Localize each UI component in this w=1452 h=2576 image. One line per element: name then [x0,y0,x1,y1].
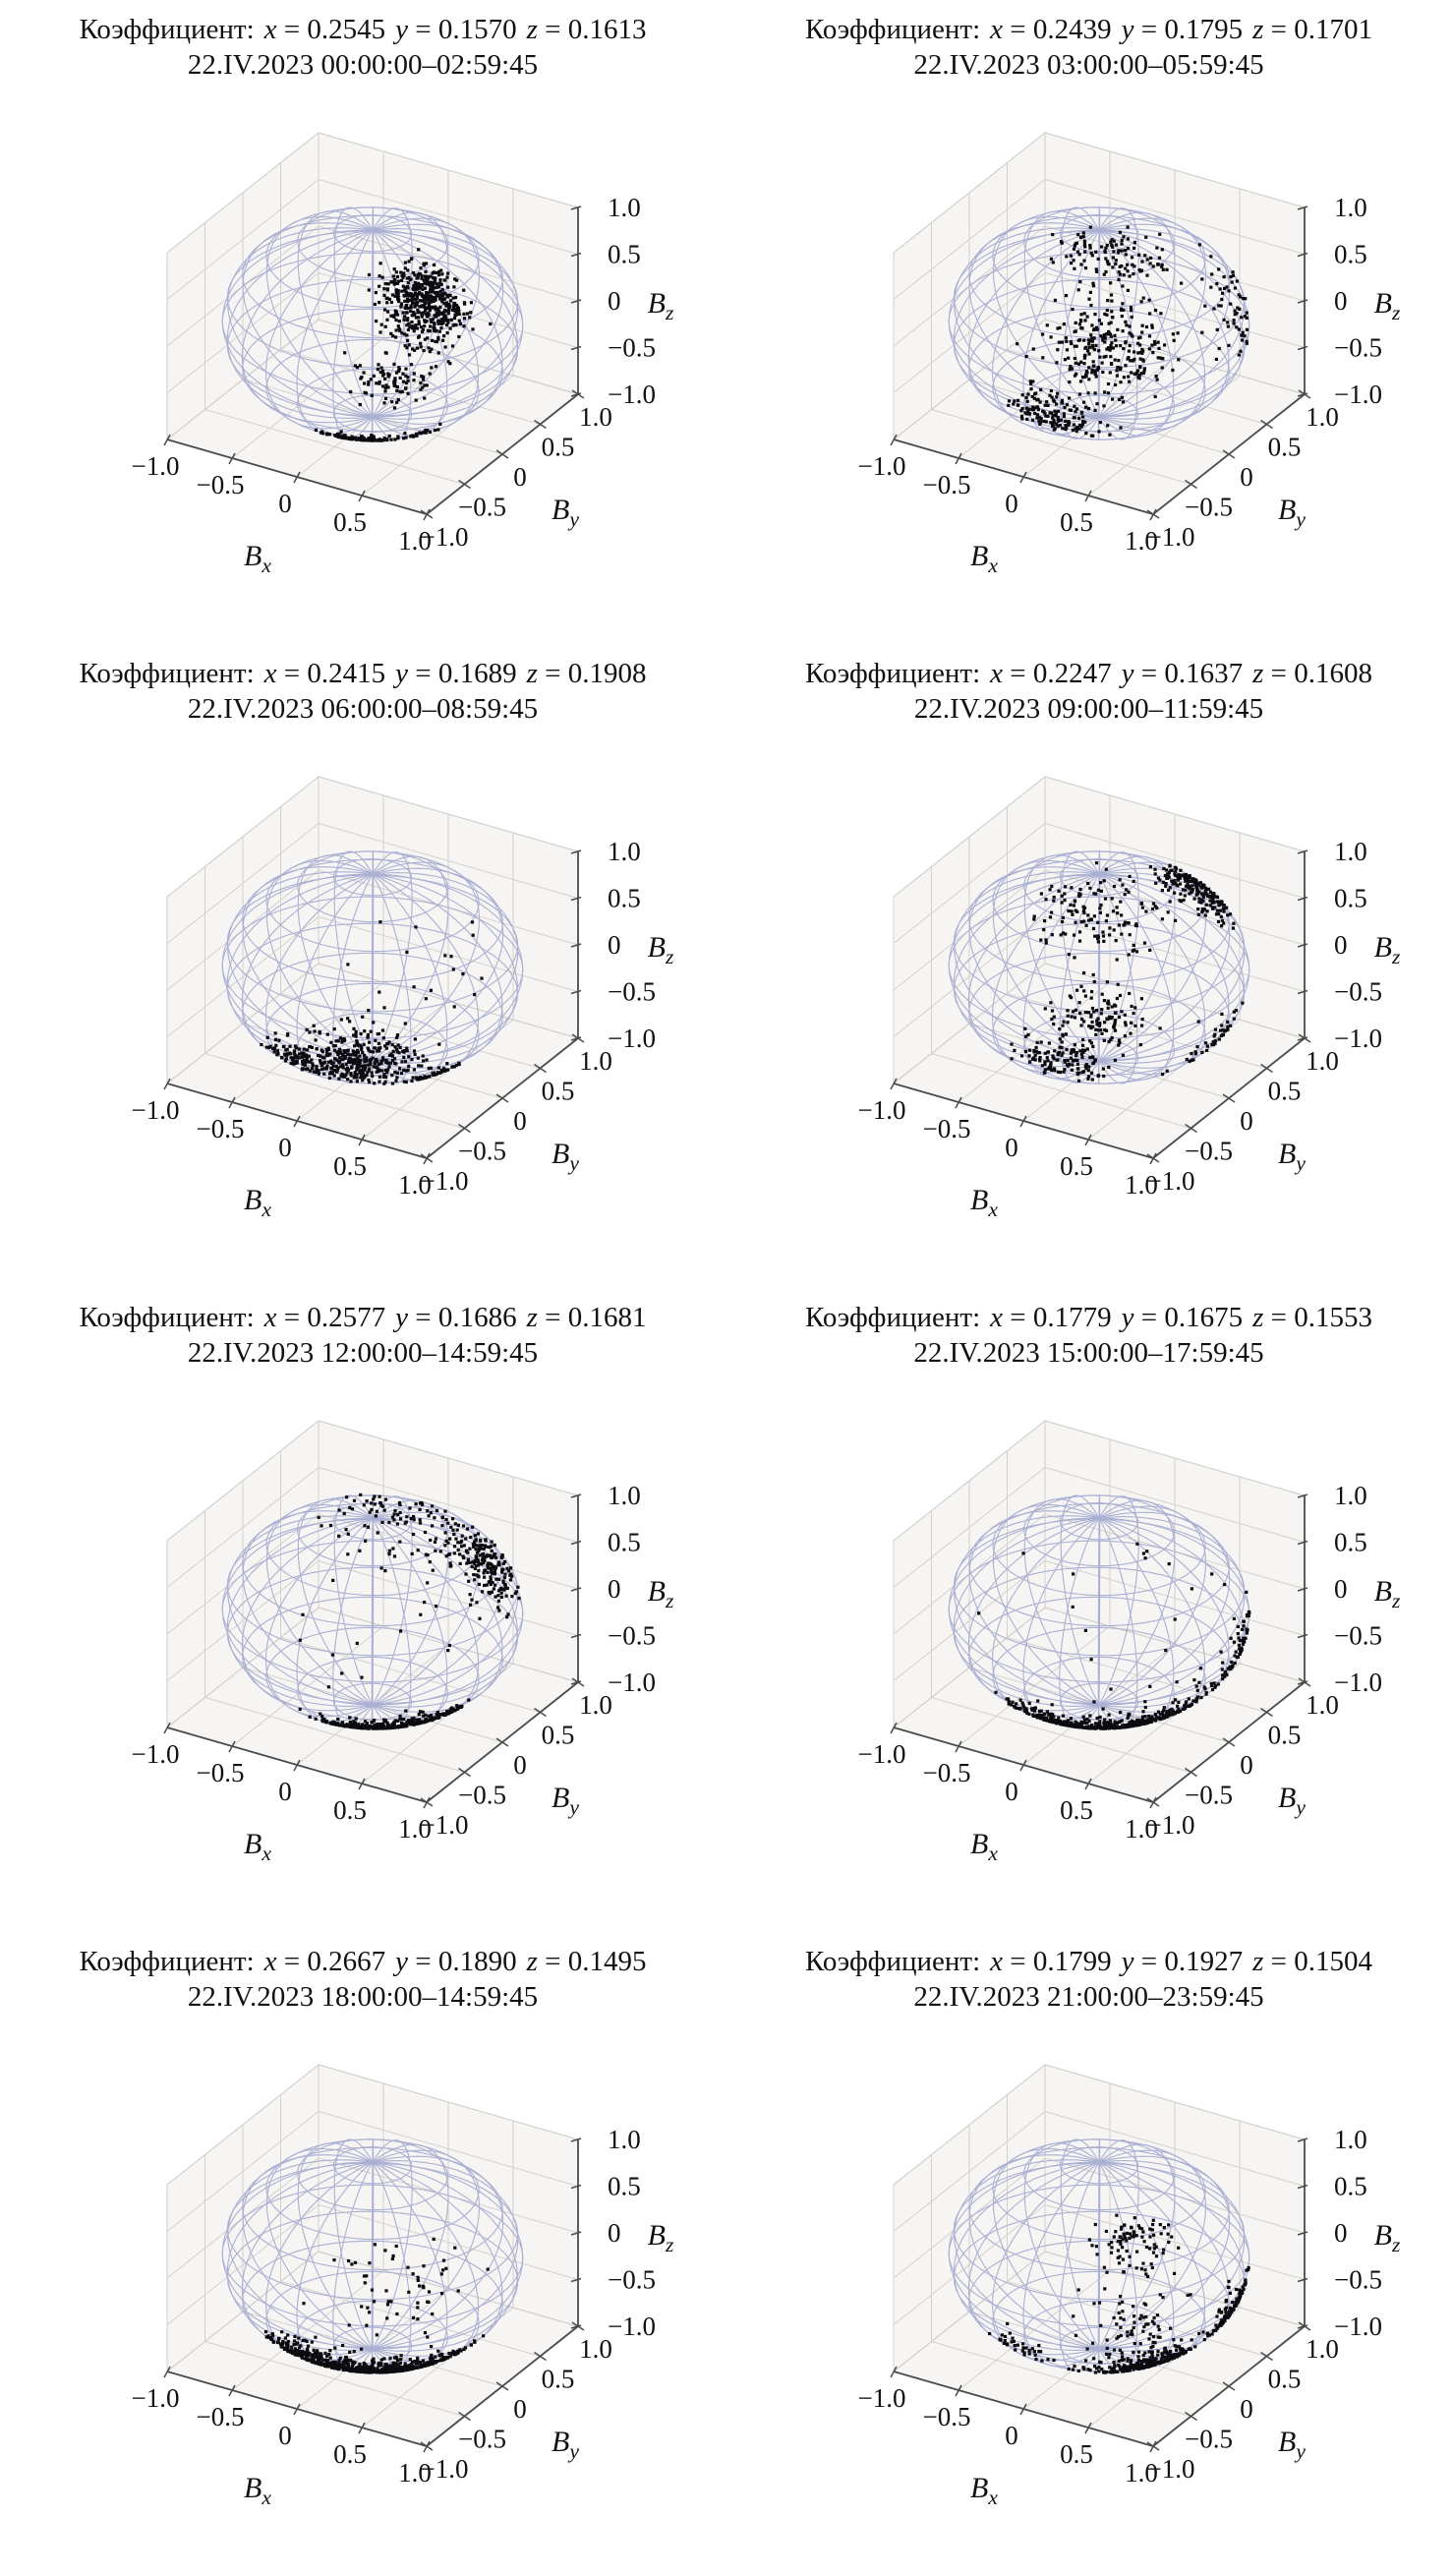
equals-sign: = [1133,1302,1165,1333]
y-tick-label: −0.5 [458,1136,506,1166]
subplot-subtitle: 22.IV.2023 09:00:00–11:59:45 [913,693,1264,726]
coeff-var: z [526,1946,538,1977]
subplot-subtitle: 22.IV.2023 21:00:00–23:59:45 [913,1981,1264,2014]
equals-sign: = [407,1302,438,1333]
x-tick-label: 0 [1004,1133,1018,1163]
coeff-label: Коэффициент: [79,1946,255,1977]
z-tick-label: 0 [1333,286,1347,317]
y-tick-label: 0.5 [1267,2364,1301,2394]
x-tick-label: 0.5 [1059,1795,1093,1826]
scatter3d-plot [19,1374,707,1887]
y-axis-label: $B_y$ [552,1782,579,1820]
y-tick-label: 1.0 [1305,1046,1339,1077]
subplot-title [726,657,1452,690]
y-axis-label: $B_y$ [1277,1782,1306,1820]
z-tick-label: −1.0 [1333,2312,1382,2342]
coeff-var: x [263,14,277,45]
z-tick-label: 0.5 [608,1527,641,1557]
y-axis-label: $B_y$ [1277,494,1306,532]
z-tick-label: 0.5 [1333,2171,1367,2201]
z-tick-label: −1.0 [1333,380,1382,410]
subplot [0,1932,726,2576]
coeff-var: y [1121,1302,1134,1333]
z-tick-label: 0.5 [608,883,641,913]
x-tick-label: 0 [1004,489,1018,519]
z-tick-label: −1.0 [608,380,656,410]
y-tick-label: 0.5 [1267,432,1301,462]
z-axis-label: $B_z$ [647,2219,674,2257]
subplot-caption [0,1301,726,1370]
coeff-label: Коэффициент: [805,1302,981,1333]
z-tick-label: −0.5 [608,976,656,1007]
z-tick-label: 0.5 [608,239,641,269]
z-tick-label: 1.0 [608,2125,641,2155]
z-axis-label: $B_z$ [1373,2219,1400,2257]
y-tick-label: −1.0 [420,1166,469,1197]
subplot-subtitle: 22.IV.2023 12:00:00–14:59:45 [187,1337,539,1370]
coeff-label: Коэффициент: [805,14,981,45]
x-tick-label: 1.0 [398,526,432,556]
subplot-subtitle: 22.IV.2023 03:00:00–05:59:45 [913,49,1264,82]
x-tick-label: −0.5 [196,2402,245,2432]
coeff-var: z [526,658,538,689]
x-axis-label: $B_x$ [969,540,998,578]
subplot-title [0,1945,726,1978]
subplot-caption [726,1945,1452,2014]
equals-sign: = [537,658,568,689]
z-tick-label: −0.5 [1333,2264,1382,2295]
z-tick-label: −0.5 [1333,1620,1382,1651]
x-tick-label: 1.0 [398,2458,432,2488]
equals-sign: = [1263,1302,1295,1333]
equals-sign: = [276,658,308,689]
coeff-value: 0.1927 [1164,1946,1244,1977]
y-tick-label: 1.0 [579,2334,612,2365]
x-axis-label: $B_x$ [244,2472,271,2510]
subplot [726,1932,1452,2576]
scatter3d-plot [19,2018,707,2531]
coeff-value: 0.1799 [1032,1946,1112,1977]
z-tick-label: −1.0 [608,2312,656,2342]
coeff-var: z [1252,14,1264,45]
subplot [726,644,1452,1288]
subplot [726,1288,1452,1932]
coeff-value: 0.1570 [437,14,517,45]
z-tick-label: 0 [1333,2218,1347,2249]
subplot [726,0,1452,644]
y-tick-label: −1.0 [1146,2454,1194,2485]
equals-sign: = [537,14,568,45]
z-axis-label: $B_z$ [1373,1575,1400,1613]
x-tick-label: 0 [1004,2421,1018,2451]
coeff-value: 0.1686 [437,1302,517,1333]
subplot-title [726,1945,1452,1978]
coeff-value: 0.2545 [307,14,386,45]
z-tick-label: 1.0 [1333,2125,1367,2155]
y-axis-label: $B_y$ [552,494,579,532]
z-tick-label: 0.5 [1333,239,1367,269]
coeff-var: z [1252,1946,1264,1977]
coeff-value: 0.2439 [1032,14,1112,45]
y-tick-label: 0 [513,2394,527,2425]
subplot-subtitle: 22.IV.2023 18:00:00–14:59:45 [187,1981,539,2014]
equals-sign: = [407,14,438,45]
x-tick-label: 0.5 [1059,2439,1093,2470]
subplot [0,1288,726,1932]
z-tick-label: 1.0 [1333,1481,1367,1511]
z-tick-label: −1.0 [1333,1668,1382,1698]
equals-sign: = [407,658,438,689]
coeff-var: y [395,658,408,689]
x-tick-label: 1.0 [398,1814,432,1844]
x-tick-label: 0.5 [333,1151,367,1182]
equals-sign: = [1263,14,1295,45]
z-tick-label: 1.0 [1333,837,1367,867]
x-tick-label: 0.5 [333,1795,367,1826]
subplot-caption [0,1945,726,2014]
coeff-value: 0.1504 [1294,1946,1372,1977]
y-tick-label: 0.5 [541,432,575,462]
subplot-title [726,1301,1452,1334]
coeff-var: x [990,14,1003,45]
z-tick-label: −1.0 [1333,1024,1382,1054]
equals-sign: = [537,1302,568,1333]
equals-sign: = [407,1946,438,1977]
y-tick-label: −0.5 [458,2424,506,2454]
coeff-var: z [526,1302,538,1333]
z-tick-label: −0.5 [608,2264,656,2295]
coeff-value: 0.1779 [1032,1302,1112,1333]
subplot-caption [0,13,726,82]
coeff-label: Коэффициент: [79,14,255,45]
coeff-value: 0.1701 [1294,14,1372,45]
y-tick-label: 0.5 [1267,1720,1301,1750]
x-tick-label: 1.0 [1124,1814,1158,1844]
z-tick-label: 1.0 [608,1481,641,1511]
y-tick-label: 0 [1239,1750,1253,1781]
x-axis-label: $B_x$ [244,540,271,578]
x-tick-label: 1.0 [1124,1170,1158,1200]
equals-sign: = [1003,14,1033,45]
coeff-var: x [263,658,277,689]
coeff-value: 0.1681 [567,1302,647,1333]
equals-sign: = [1003,658,1033,689]
x-tick-label: 0 [278,1777,292,1807]
z-tick-label: −0.5 [608,332,656,363]
scatter3d-plot [745,730,1433,1243]
coeff-value: 0.1890 [437,1946,517,1977]
equals-sign: = [1133,14,1165,45]
x-tick-label: 1.0 [398,1170,432,1200]
y-axis-label: $B_y$ [1277,2426,1306,2464]
coeff-value: 0.1613 [567,14,647,45]
z-axis-label: $B_z$ [1373,931,1400,969]
y-tick-label: 0 [513,1750,527,1781]
subplot-caption [726,1301,1452,1370]
equals-sign: = [1263,658,1295,689]
coeff-value: 0.1495 [567,1946,647,1977]
y-tick-label: 1.0 [579,1690,612,1721]
x-tick-label: −0.5 [922,2402,970,2432]
y-tick-label: −1.0 [1146,522,1194,553]
subplot [0,644,726,1288]
x-axis-label: $B_x$ [969,1828,998,1866]
y-tick-label: −0.5 [1184,492,1233,522]
y-axis-label: $B_y$ [1277,1138,1306,1176]
y-tick-label: 0 [1239,462,1253,493]
coeff-var: z [1252,658,1264,689]
coeff-value: 0.1689 [437,658,517,689]
x-tick-label: 0.5 [333,2439,367,2470]
equals-sign: = [276,1302,308,1333]
scatter3d-plot [745,2018,1433,2531]
x-tick-label: 0.5 [333,507,367,538]
x-tick-label: −1.0 [131,1095,180,1126]
y-tick-label: 1.0 [1305,402,1339,433]
z-tick-label: 0 [1333,1574,1347,1605]
y-tick-label: 0 [1239,1106,1253,1137]
coeff-var: x [990,1302,1003,1333]
z-tick-label: 0 [608,1574,621,1605]
x-tick-label: −1.0 [131,1739,180,1770]
subplot-title [0,657,726,690]
y-tick-label: 0 [1239,2394,1253,2425]
scatter3d-plot [745,86,1433,599]
x-tick-label: −0.5 [922,1758,970,1788]
coeff-var: y [1121,14,1134,45]
z-tick-label: −1.0 [608,1024,656,1054]
y-tick-label: −0.5 [458,492,506,522]
x-axis-label: $B_x$ [969,2472,998,2510]
subplot-subtitle: 22.IV.2023 00:00:00–02:59:45 [187,49,539,82]
coeff-value: 0.2667 [307,1946,386,1977]
y-tick-label: −0.5 [1184,1780,1233,1810]
y-tick-label: 0.5 [541,1076,575,1106]
x-axis-label: $B_x$ [969,1184,998,1222]
scatter3d-plot [745,1374,1433,1887]
z-tick-label: −0.5 [1333,976,1382,1007]
y-tick-label: −1.0 [1146,1810,1194,1841]
equals-sign: = [1263,1946,1295,1977]
coeff-value: 0.1908 [567,658,647,689]
x-tick-label: −0.5 [196,470,245,500]
subplot-subtitle: 22.IV.2023 06:00:00–08:59:45 [187,693,539,726]
y-tick-label: 0 [513,462,527,493]
z-tick-label: 1.0 [1333,193,1367,223]
scatter3d-plot [19,730,707,1243]
x-axis-label: $B_x$ [244,1828,271,1866]
z-tick-label: 0.5 [608,2171,641,2201]
z-tick-label: 0 [608,286,621,317]
y-tick-label: −1.0 [420,2454,469,2485]
z-axis-label: $B_z$ [647,931,674,969]
scatter3d-plot [19,86,707,599]
coeff-label: Коэффициент: [79,1302,255,1333]
subplot-caption [0,657,726,726]
y-tick-label: 0 [513,1106,527,1137]
z-tick-label: 1.0 [608,193,641,223]
coeff-var: y [1121,1946,1134,1977]
z-tick-label: 0 [608,2218,621,2249]
equals-sign: = [276,14,308,45]
coeff-value: 0.2415 [307,658,386,689]
coeff-label: Коэффициент: [805,658,981,689]
x-tick-label: 0.5 [1059,507,1093,538]
x-tick-label: −0.5 [196,1758,245,1788]
x-tick-label: −0.5 [922,470,970,500]
y-tick-label: 1.0 [1305,1690,1339,1721]
y-tick-label: −1.0 [420,522,469,553]
coeff-label: Коэффициент: [805,1946,981,1977]
y-tick-label: 0.5 [541,2364,575,2394]
y-axis-label: $B_y$ [552,1138,579,1176]
subplot-title [0,1301,726,1334]
x-tick-label: 1.0 [1124,2458,1158,2488]
z-tick-label: 0.5 [1333,1527,1367,1557]
coeff-label: Коэффициент: [79,658,255,689]
x-tick-label: −1.0 [857,1739,905,1770]
x-tick-label: 0.5 [1059,1151,1093,1182]
x-axis-label: $B_x$ [244,1184,271,1222]
z-tick-label: −1.0 [608,1668,656,1698]
equals-sign: = [1133,1946,1165,1977]
z-tick-label: −0.5 [1333,332,1382,363]
x-tick-label: −1.0 [857,2383,905,2414]
x-tick-label: −1.0 [131,451,180,482]
coeff-var: y [395,1302,408,1333]
y-tick-label: 1.0 [1305,2334,1339,2365]
coeff-value: 0.2247 [1032,658,1112,689]
z-axis-label: $B_z$ [647,287,674,325]
coeff-value: 0.1675 [1164,1302,1244,1333]
coeff-var: y [395,1946,408,1977]
x-tick-label: 0 [1004,1777,1018,1807]
coeff-value: 0.2577 [307,1302,386,1333]
coeff-var: y [395,14,408,45]
x-tick-label: 0 [278,2421,292,2451]
z-tick-label: 0 [608,930,621,961]
coeff-var: x [263,1302,277,1333]
coeff-value: 0.1608 [1294,658,1372,689]
coeff-value: 0.1637 [1164,658,1244,689]
y-tick-label: −1.0 [420,1810,469,1841]
x-tick-label: −0.5 [922,1114,970,1144]
subplot-caption [726,13,1452,82]
coeff-var: x [990,1946,1003,1977]
x-tick-label: 1.0 [1124,526,1158,556]
y-tick-label: −0.5 [458,1780,506,1810]
coeff-var: z [1252,1302,1264,1333]
equals-sign: = [1133,658,1165,689]
x-tick-label: −1.0 [857,451,905,482]
y-axis-label: $B_y$ [552,2426,579,2464]
z-tick-label: 0.5 [1333,883,1367,913]
subplot [0,0,726,644]
y-tick-label: 0.5 [541,1720,575,1750]
x-tick-label: 0 [278,1133,292,1163]
x-tick-label: −1.0 [857,1095,905,1126]
subplot-subtitle: 22.IV.2023 15:00:00–17:59:45 [913,1337,1264,1370]
y-tick-label: −0.5 [1184,2424,1233,2454]
y-tick-label: 0.5 [1267,1076,1301,1106]
coeff-var: x [263,1946,277,1977]
z-tick-label: 1.0 [608,837,641,867]
equals-sign: = [537,1946,568,1977]
x-tick-label: 0 [278,489,292,519]
z-axis-label: $B_z$ [1373,287,1400,325]
subplot-title [0,13,726,46]
x-tick-label: −0.5 [196,1114,245,1144]
coeff-var: z [526,14,538,45]
x-tick-label: −1.0 [131,2383,180,2414]
z-tick-label: 0 [1333,930,1347,961]
coeff-var: y [1121,658,1134,689]
y-tick-label: 1.0 [579,1046,612,1077]
coeff-value: 0.1795 [1164,14,1244,45]
z-tick-label: −0.5 [608,1620,656,1651]
subplot-caption [726,657,1452,726]
y-tick-label: 1.0 [579,402,612,433]
z-axis-label: $B_z$ [647,1575,674,1613]
coeff-var: x [990,658,1003,689]
equals-sign: = [276,1946,308,1977]
y-tick-label: −0.5 [1184,1136,1233,1166]
y-tick-label: −1.0 [1146,1166,1194,1197]
equals-sign: = [1003,1946,1033,1977]
coeff-value: 0.1553 [1294,1302,1372,1333]
subplot-title [726,13,1452,46]
equals-sign: = [1003,1302,1033,1333]
